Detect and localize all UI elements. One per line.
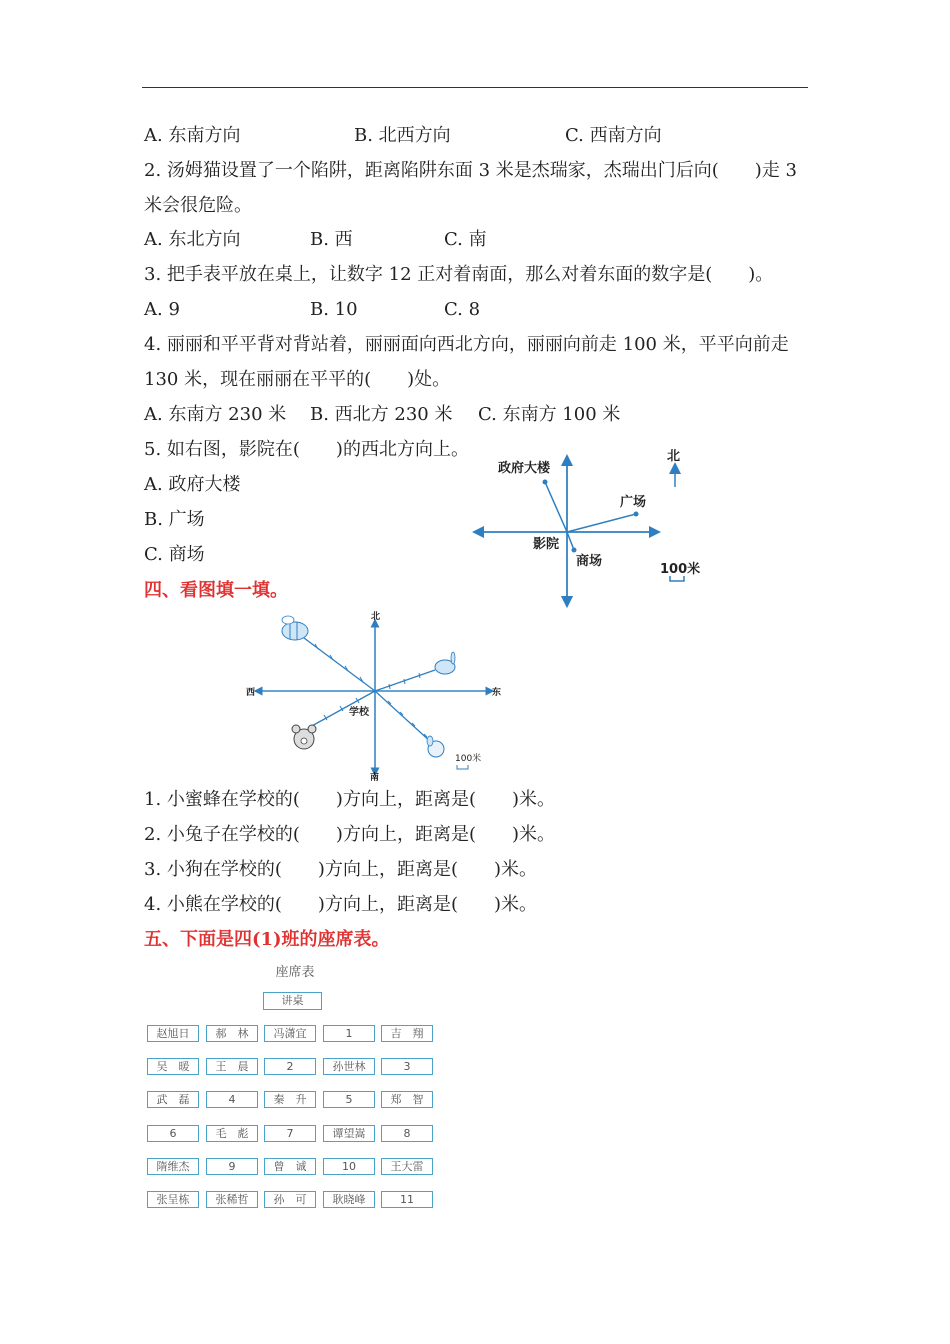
section5-title: 五、下面是四(1)班的座席表。 [144,929,390,950]
q4-option-b: B. 西北方 230 米 [310,404,453,425]
seat-cell: 谭望嵩 [323,1125,375,1142]
map2-west: 西 [246,688,256,698]
seat-cell: 赵旭日 [147,1025,199,1042]
top-rule [142,87,808,88]
q2-option-a: A. 东北方向 [144,229,241,250]
q2-option-b: B. 西 [310,229,353,250]
map1-point-mall [572,548,577,553]
seat-cell: 王大雷 [381,1158,433,1175]
seat-cell: 冯潇宜 [264,1025,316,1042]
map2-line-bee [300,635,375,691]
map1-label-cinema: 影院 [533,537,560,552]
q2-stem-line2: 米会很危险。 [144,195,252,216]
q4-stem-line2: 130 米，现在丽丽在平平的( )处。 [144,369,451,390]
seat-cell: 孙世林 [323,1058,375,1075]
q1-option-c: C. 西南方向 [565,125,662,146]
seat-cell: 张呈栋 [147,1191,199,1208]
q2-option-c: C. 南 [444,229,487,250]
seat-cell: 吴 暖 [147,1058,199,1075]
seat-cell: 武 磊 [147,1091,199,1108]
map2-scale: 100米 [455,754,482,764]
q5-option-b: B. 广场 [144,509,205,530]
section4-q4: 4. 小熊在学校的( )方向上，距离是( )米。 [144,894,537,915]
q5-stem: 5. 如右图，影院在( )的西北方向上。 [144,439,469,460]
q3-stem: 3. 把手表平放在桌上，让数字 12 正对着南面，那么对着东面的数字是( )。 [144,264,774,285]
seat-cell: 吉 翔 [381,1025,433,1042]
map1-north-label: 北 [667,449,681,464]
seat-cell: 4 [206,1091,258,1108]
seat-cell: 隋维杰 [147,1158,199,1175]
map1-label-mall: 商场 [576,554,603,569]
map1-line-gov [545,482,567,532]
map2-north: 北 [371,612,381,622]
map2-line-dog [375,691,432,743]
q4-stem-line1: 4. 丽丽和平平背对背站着，丽丽面向西北方向，丽丽向前走 100 米，平平向前走 [144,334,789,355]
q4-option-c: C. 东南方 100 米 [478,404,621,425]
q5-option-c: C. 商场 [144,544,205,565]
seat-cell: 张稀哲 [206,1191,258,1208]
section4-q3: 3. 小狗在学校的( )方向上，距离是( )米。 [144,859,537,880]
section4-q1: 1. 小蜜蜂在学校的( )方向上，距离是( )米。 [144,789,555,810]
map2-east: 东 [492,688,502,698]
cinema-map-diagram [470,440,720,610]
seat-cell: 6 [147,1125,199,1142]
seat-cell: 秦 升 [264,1091,316,1108]
q3-option-b: B. 10 [310,299,358,320]
seating-table-title: 座席表 [275,965,315,980]
seat-cell: 5 [323,1091,375,1108]
seat-cell: 郑 智 [381,1091,433,1108]
seat-cell: 毛 彪 [206,1125,258,1142]
section4-q2: 2. 小兔子在学校的( )方向上，距离是( )米。 [144,824,555,845]
q3-option-a: A. 9 [144,299,180,320]
seat-cell: 1 [323,1025,375,1042]
seat-cell: 耿晓峰 [323,1191,375,1208]
map1-scale-label: 100米 [660,562,701,577]
dog-icon [427,736,444,757]
seat-cell: 2 [264,1058,316,1075]
map1-label-gov: 政府大楼 [498,461,551,476]
q5-option-a: A. 政府大楼 [144,474,241,495]
seat-cell: 郝 林 [206,1025,258,1042]
map2-line-rabbit [375,670,435,691]
seat-cell: 孙 可 [264,1191,316,1208]
bee-icon [282,616,308,640]
seat-cell: 9 [206,1158,258,1175]
section4-title: 四、看图填一填。 [144,580,288,601]
seat-cell: 曾 诚 [264,1158,316,1175]
seat-cell: 王 晨 [206,1058,258,1075]
rabbit-icon [435,652,455,674]
map2-school: 学校 [349,707,369,718]
q1-option-a: A. 东南方向 [144,125,241,146]
map1-point-square [634,512,639,517]
map1-line-mall [567,532,574,550]
bear-icon [292,725,316,749]
seat-cell: 8 [381,1125,433,1142]
school-map-diagram [240,605,520,783]
q3-option-c: C. 8 [444,299,481,320]
seat-cell: 7 [264,1125,316,1142]
map2-south: 南 [370,773,380,783]
map1-label-square: 广场 [620,495,647,510]
podium: 讲桌 [263,992,322,1010]
q2-stem-line1: 2. 汤姆猫设置了一个陷阱，距离陷阱东面 3 米是杰瑞家，杰瑞出门后向( )走 3 [144,160,798,181]
map2-scale-bar [457,765,468,769]
seat-cell: 3 [381,1058,433,1075]
q4-option-a: A. 东南方 230 米 [144,404,287,425]
map1-point-gov [543,480,548,485]
seat-cell: 11 [381,1191,433,1208]
q1-option-b: B. 北西方向 [354,125,451,146]
map1-line-square [567,514,636,532]
seat-cell: 10 [323,1158,375,1175]
